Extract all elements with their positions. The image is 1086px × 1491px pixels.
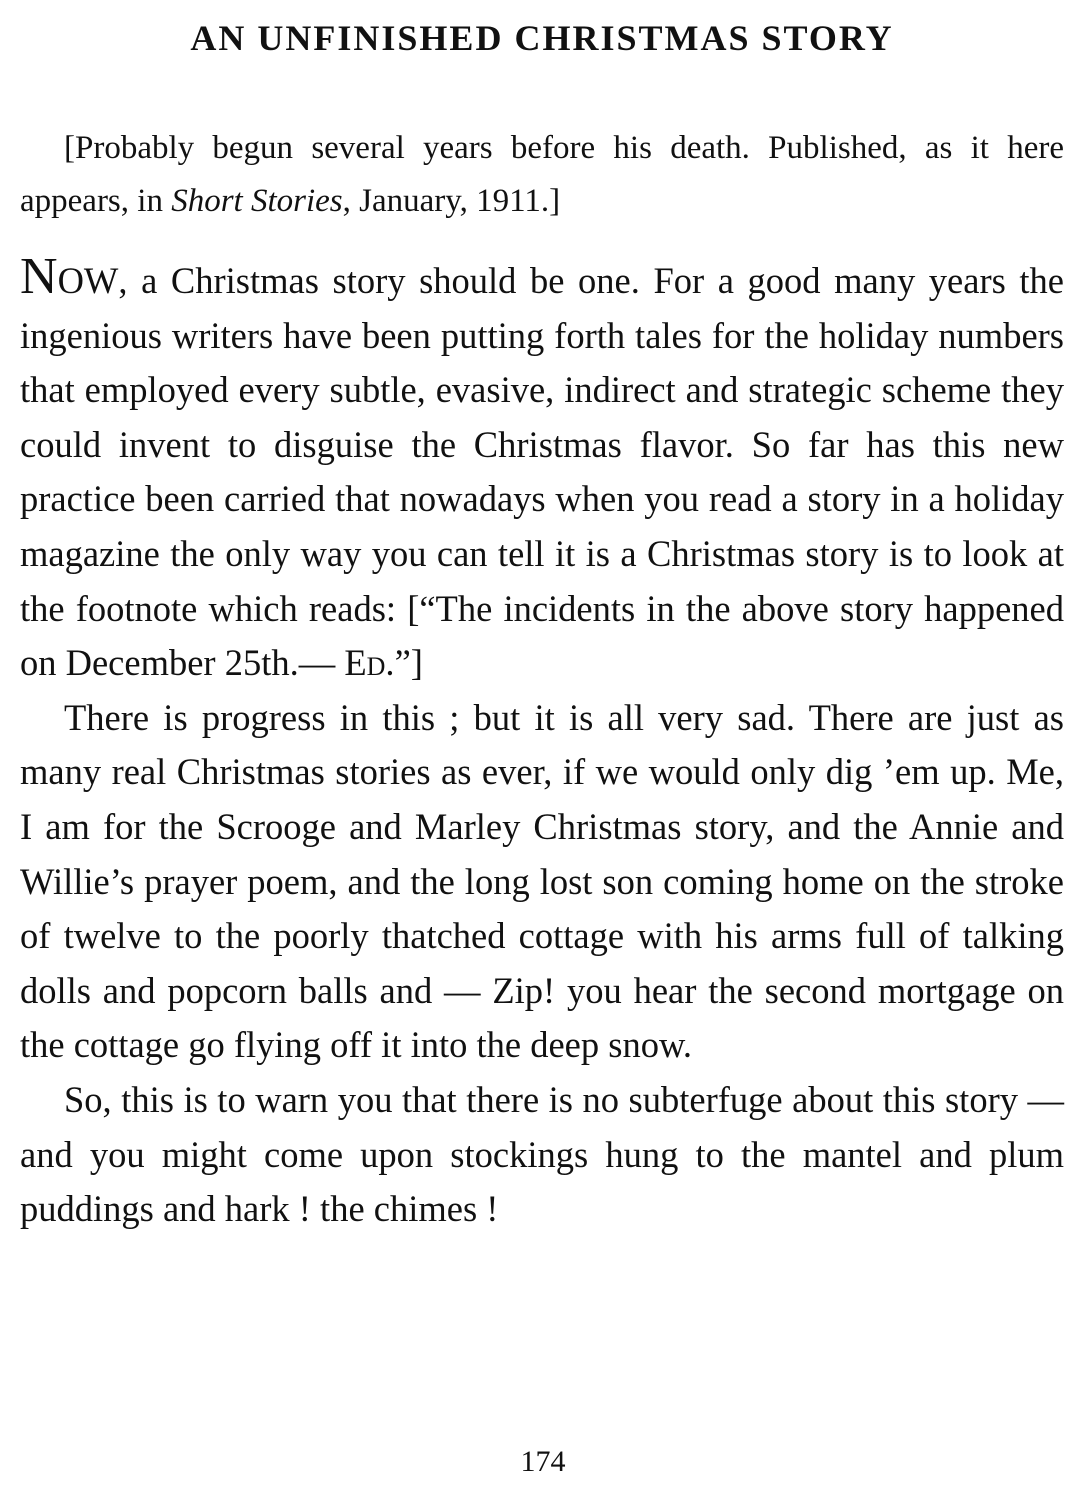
- editorial-note-date: , January, 1911.]: [342, 183, 561, 219]
- paragraph-1-text: , a Christmas story should be one. For a good many years the ingenious writers have been putting forth tales for the holiday numbers that employed every subtle, evasive, indirect and strategic scheme they could invent to disguise the Christmas flavor. So far has this new practice been carried that nowadays when you read a story in a holiday magazine the only way you can tell it is a Christmas story is to look at the footnote which reads: [“The incidents in the above story happened on December 25th.—: [20, 260, 1064, 684]
- editor-abbreviation: Ed.: [344, 642, 395, 684]
- opening-word-rest: OW: [57, 260, 119, 301]
- story-title: AN UNFINISHED CHRISTMAS STORY: [190, 18, 894, 58]
- editorial-note-text: [Probably begun several years before his death. Published, as it here appears, in: [20, 130, 1064, 219]
- paragraph-3: So, this is to warn you that there is no subterfuge about this story — and you might come upon stockings hung to the mantel and plum puddings and hark ! the chimes !: [20, 1078, 1064, 1230]
- paragraph-2: There is progress in this ; but it is all very sad. There are just as many real Christmas stories as ever, if we would only dig ’em up. Me, I am for the Scrooge and Marley Christmas story, and the Annie and Willie’s prayer poem, and the long lost son coming home on the stroke of twelve to the poorly thatched cottage with his arms full of talking dolls and popcorn balls and — Zip! you hear the second mortgage on the cottage go flying off it into the deep snow.: [20, 696, 1064, 1066]
- drop-cap-initial: N: [20, 248, 58, 305]
- publication-title: Short Stories: [171, 183, 343, 219]
- page-number: 174: [520, 1445, 566, 1478]
- paragraph-1: [20, 248, 1064, 691]
- footnote-close: ”]: [394, 642, 423, 684]
- editorial-note: [20, 122, 1064, 228]
